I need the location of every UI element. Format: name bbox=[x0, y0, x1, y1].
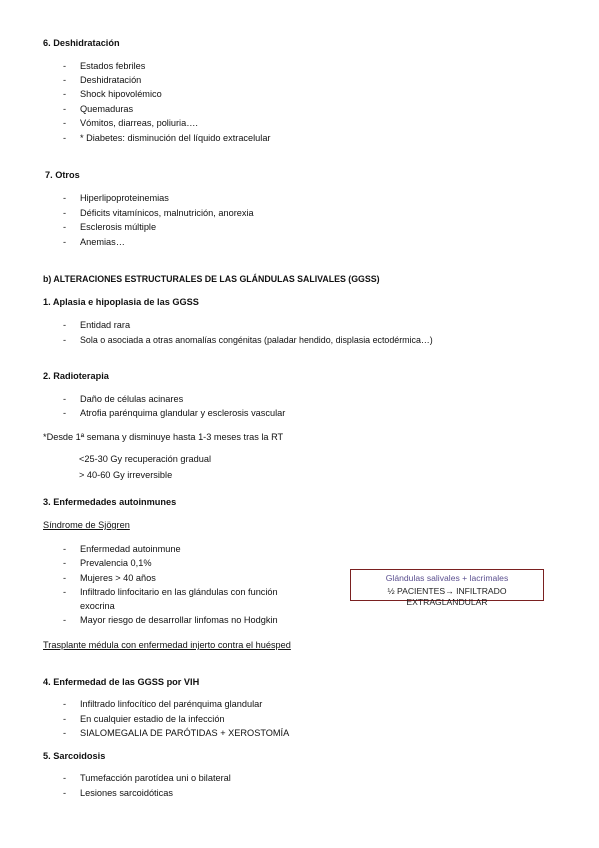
list-item: Deshidratación bbox=[80, 75, 142, 85]
bullet-dash: - bbox=[63, 773, 67, 783]
bullet-dash: - bbox=[63, 104, 67, 114]
bullet-dash: - bbox=[63, 699, 67, 709]
dose-line: <25-30 Gy recuperación gradual bbox=[79, 454, 212, 464]
part-b-heading: b) ALTERACIONES ESTRUCTURALES DE LAS GLÁNDULAS SALIVALES (GGSS) bbox=[43, 274, 380, 284]
list-item: Déficits vitamínicos, malnutrición, anorexia bbox=[80, 208, 254, 218]
list-item: Tumefacción parotídea uni o bilateral bbox=[80, 773, 231, 783]
subheading-trasplante: Trasplante médula con enfermedad injerto contra el huésped bbox=[43, 640, 291, 650]
callout-text: ½ PACIENTES→ INFILTRADO EXTRAGLANDULAR bbox=[387, 586, 507, 607]
list-item: Mayor riesgo de desarrollar linfomas no Hodgkin bbox=[80, 615, 278, 625]
bullet-dash: - bbox=[63, 118, 67, 128]
section-heading-aplasia: 1. Aplasia e hipoplasia de las GGSS bbox=[43, 297, 199, 307]
section-heading-deshidratacion: 6. Deshidratación bbox=[43, 38, 120, 48]
list-item: Shock hipovolémico bbox=[80, 89, 162, 99]
list-item: SIALOMEGALIA DE PARÓTIDAS + XEROSTOMÍA bbox=[80, 728, 290, 738]
list-item: Vómitos, diarreas, poliuria…. bbox=[80, 118, 198, 128]
bullet-dash: - bbox=[63, 394, 67, 404]
list-item: Quemaduras bbox=[80, 104, 134, 114]
list-item-continuation: exocrina bbox=[80, 601, 115, 611]
bullet-dash: - bbox=[63, 61, 67, 71]
section-heading-sarcoidosis: 5. Sarcoidosis bbox=[43, 751, 106, 761]
bullet-dash: - bbox=[63, 587, 67, 597]
bullet-dash: - bbox=[63, 788, 67, 798]
list-item: * Diabetes: disminución del líquido extracelular bbox=[80, 133, 271, 143]
bullet-dash: - bbox=[63, 133, 67, 143]
bullet-dash: - bbox=[63, 237, 67, 247]
bullet-dash: - bbox=[63, 193, 67, 203]
bullet-dash: - bbox=[63, 320, 67, 330]
bullet-dash: - bbox=[63, 222, 67, 232]
section-heading-autoinmunes: 3. Enfermedades autoinmunes bbox=[43, 497, 177, 507]
bullet-dash: - bbox=[63, 335, 67, 345]
list-item: Estados febriles bbox=[80, 61, 146, 71]
list-item: Atrofia parénquima glandular y esclerosis vascular bbox=[80, 408, 286, 418]
bullet-dash: - bbox=[63, 208, 67, 218]
list-item: Daño de células acinares bbox=[80, 394, 184, 404]
subheading-sjogren: Síndrome de Sjögren bbox=[43, 520, 130, 530]
bullet-dash: - bbox=[63, 89, 67, 99]
radiotherapy-note: *Desde 1ª semana y disminuye hasta 1-3 meses tras la RT bbox=[43, 432, 284, 442]
bullet-dash: - bbox=[63, 544, 67, 554]
list-item: Enfermedad autoinmune bbox=[80, 544, 181, 554]
bullet-dash: - bbox=[63, 615, 67, 625]
list-item: Infiltrado linfocitario en las glándulas con función bbox=[80, 587, 278, 597]
callout-title: Glándulas salivales + lacrimales bbox=[385, 573, 509, 583]
callout-box bbox=[350, 569, 544, 607]
bullet-dash: - bbox=[63, 714, 67, 724]
list-item: Infiltrado linfocítico del parénquima glandular bbox=[80, 699, 263, 709]
list-item: Prevalencia 0,1% bbox=[80, 558, 152, 568]
dose-line: > 40-60 Gy irreversible bbox=[79, 470, 173, 480]
bullet-dash: - bbox=[63, 728, 67, 738]
section-heading-radioterapia: 2. Radioterapia bbox=[43, 371, 109, 381]
section-heading-otros: 7. Otros bbox=[45, 170, 80, 180]
list-item: Sola o asociada a otras anomalías congénitas (paladar hendido, displasia ectodérmica…) bbox=[80, 335, 433, 345]
list-item: En cualquier estadio de la infección bbox=[80, 714, 225, 724]
bullet-dash: - bbox=[63, 75, 67, 85]
section-heading-vih: 4. Enfermedad de las GGSS por VIH bbox=[43, 677, 200, 687]
bullet-dash: - bbox=[63, 408, 67, 418]
bullet-dash: - bbox=[63, 573, 67, 583]
list-item: Entidad rara bbox=[80, 320, 131, 330]
list-item: Esclerosis múltiple bbox=[80, 222, 157, 232]
list-item: Mujeres > 40 años bbox=[80, 573, 156, 583]
bullet-dash: - bbox=[63, 558, 67, 568]
list-item: Anemias… bbox=[80, 237, 125, 247]
list-item: Hiperlipoproteinemias bbox=[80, 193, 169, 203]
list-item: Lesiones sarcoidóticas bbox=[80, 788, 173, 798]
